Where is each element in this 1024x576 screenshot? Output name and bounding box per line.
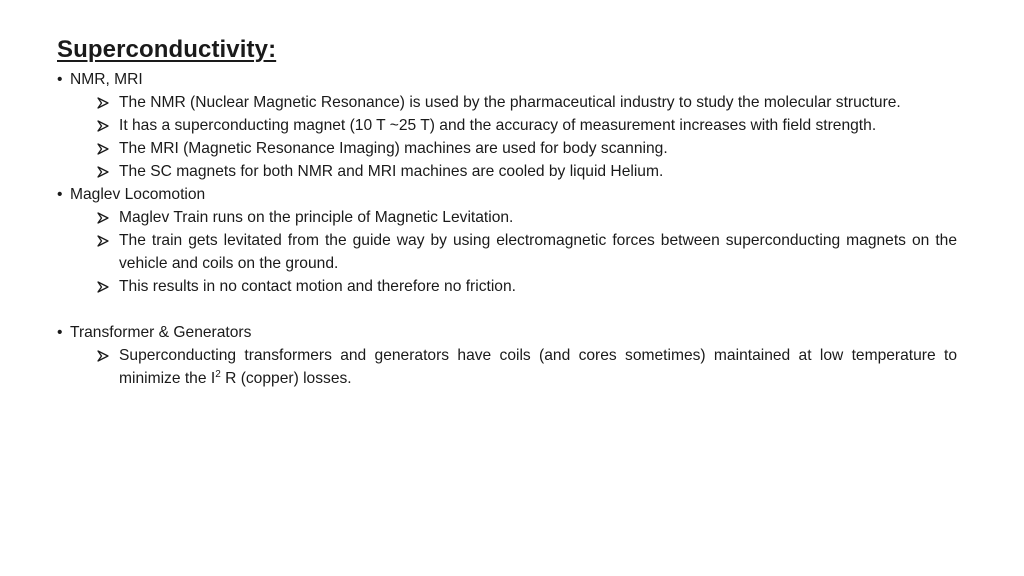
- list-item-text: Maglev Train runs on the principle of Magnetic Levitation.: [119, 209, 514, 226]
- list-item: [57, 344, 957, 390]
- bullet-dot-icon: •: [57, 324, 63, 341]
- arrow-bullet-icon: [97, 137, 111, 160]
- arrow-bullet-icon: [97, 91, 111, 114]
- section-nmr-mri: [57, 68, 957, 183]
- arrow-bullet-icon: [97, 275, 111, 298]
- section-heading-text: Maglev Locomotion: [70, 186, 206, 203]
- list-item-text: The train gets levitated from the guide way by using electromagnetic forces between superconducting magnets on the vehicle and coils on the ground.: [119, 232, 957, 272]
- sub-list: [57, 91, 957, 183]
- section-heading-text: Transformer & Generators: [70, 324, 252, 341]
- arrow-bullet-icon: [97, 114, 111, 137]
- list-item-text: It has a superconducting magnet (10 T ~25 T) and the accuracy of measurement increases with field strength.: [119, 117, 877, 134]
- section-heading: [57, 321, 957, 344]
- superscript: 2: [215, 368, 221, 380]
- slide-title: Superconductivity:: [57, 36, 277, 63]
- list-item-text: The NMR (Nuclear Magnetic Resonance) is used by the pharmaceutical industry to study the molecular structure.: [119, 94, 901, 111]
- arrow-bullet-icon: [97, 160, 111, 183]
- list-item-text-after: R (copper) losses.: [220, 370, 352, 387]
- list-item-text: This results in no contact motion and therefore no friction.: [119, 278, 516, 295]
- slide-content: [57, 68, 957, 390]
- sub-list: [57, 344, 957, 390]
- list-item-text-before: Superconducting transformers and generators have coils (and cores sometimes) maintained at low temperature to minimize the I: [119, 347, 957, 387]
- list-item-text: The MRI (Magnetic Resonance Imaging) machines are used for body scanning.: [119, 140, 668, 157]
- arrow-bullet-icon: [97, 344, 111, 367]
- arrow-bullet-icon: [97, 229, 111, 252]
- section-heading: [57, 183, 957, 206]
- arrow-bullet-icon: [97, 206, 111, 229]
- list-item: [57, 114, 957, 137]
- list-item: [57, 160, 957, 183]
- list-item: [57, 229, 957, 275]
- list-item: [57, 137, 957, 160]
- list-item: [57, 275, 957, 298]
- section-transformer: [57, 321, 957, 390]
- section-heading-text: NMR, MRI: [70, 71, 143, 88]
- bullet-dot-icon: •: [57, 186, 63, 203]
- list-item-text: The SC magnets for both NMR and MRI machines are cooled by liquid Helium.: [119, 163, 664, 180]
- bullet-dot-icon: •: [57, 71, 63, 88]
- list-item: [57, 206, 957, 229]
- section-heading: [57, 68, 957, 91]
- section-maglev: [57, 183, 957, 298]
- list-item: [57, 91, 957, 114]
- sub-list: [57, 206, 957, 298]
- list-item-text: [119, 347, 957, 387]
